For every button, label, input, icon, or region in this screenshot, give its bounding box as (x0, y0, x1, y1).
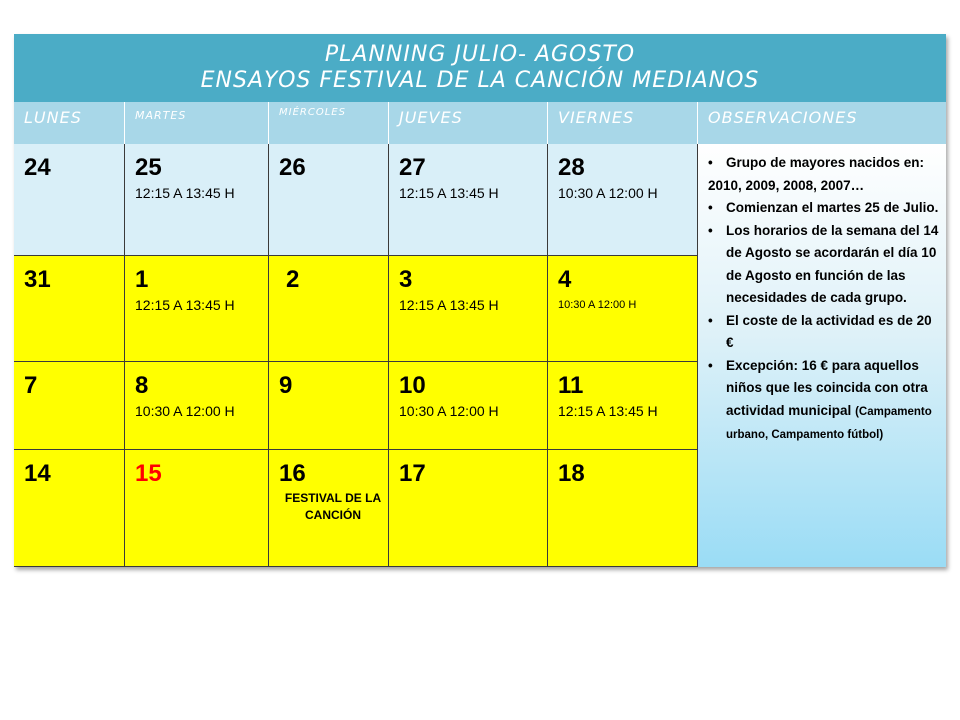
day-number: 27 (399, 154, 426, 181)
day-cell (14, 450, 125, 567)
bullet-icon: • (708, 200, 713, 215)
observation-text: Excepción: 16 € para aquellos niños que les coincida con otra actividad municipal (726, 357, 928, 418)
day-number: 4 (558, 266, 572, 293)
bullet-icon: • (708, 155, 713, 170)
day-number: 9 (279, 372, 293, 399)
day-number: 18 (558, 460, 585, 487)
day-cell (389, 450, 548, 567)
day-number-holiday: 15 (135, 460, 162, 487)
rehearsal-time: 12:15 A 13:45 H (399, 297, 499, 313)
header-row (14, 102, 946, 144)
rehearsal-time: 12:15 A 13:45 H (135, 297, 235, 313)
day-cell (548, 450, 698, 567)
observation-item (708, 152, 940, 175)
day-cell (14, 362, 125, 450)
day-cell (125, 256, 269, 362)
observation-item (708, 197, 940, 220)
title-bar (14, 34, 946, 102)
header-miercoles: MIÉRCOLES (269, 102, 389, 144)
day-cell (269, 450, 389, 567)
observation-years: 2010, 2009, 2008, 2007… (708, 177, 865, 193)
day-number: 7 (24, 372, 38, 399)
day-number: 25 (135, 154, 162, 181)
rehearsal-time: 12:15 A 13:45 H (399, 185, 499, 201)
observation-text: El coste de la actividad es de 20 € (726, 312, 932, 350)
day-cell (389, 362, 548, 450)
day-number: 1 (135, 266, 149, 293)
observations-panel (698, 144, 946, 567)
day-number: 11 (558, 372, 584, 399)
day-number: 28 (558, 154, 585, 181)
title-line-2: ENSAYOS FESTIVAL DE LA CANCIÓN MEDIANOS (200, 68, 760, 93)
observation-item (708, 220, 940, 310)
rehearsal-time: 12:15 A 13:45 H (558, 403, 658, 419)
header-lunes: LUNES (14, 102, 125, 144)
observation-text: Grupo de mayores nacidos en: (726, 155, 925, 170)
day-number: 2 (286, 266, 300, 293)
day-cell (14, 256, 125, 362)
day-cell (125, 450, 269, 567)
day-cell (389, 256, 548, 362)
day-number: 14 (24, 460, 51, 487)
day-number: 31 (24, 266, 51, 293)
day-number: 16 (279, 460, 306, 487)
day-number: 24 (24, 154, 51, 181)
observation-text: Los horarios de la semana del 14 de Agosto se acordarán el día 10 de Agosto en función de las necesidades de cada grupo. (726, 222, 939, 305)
day-cell (389, 144, 548, 256)
day-cell (125, 144, 269, 256)
schedule-table (14, 34, 946, 567)
rehearsal-time: 10:30 A 12:00 H (558, 185, 658, 201)
title-line-1: PLANNING JULIO- AGOSTO (324, 42, 636, 67)
day-cell (14, 144, 125, 256)
header-jueves: JUEVES (389, 102, 548, 144)
header-viernes: VIERNES (548, 102, 698, 144)
observation-item (708, 355, 940, 447)
rehearsal-time: 12:15 A 13:45 H (135, 185, 235, 201)
observation-text: Comienzan el martes 25 de Julio. (726, 200, 939, 215)
day-number: 8 (135, 372, 149, 399)
rehearsal-time: 10:30 A 12:00 H (399, 403, 499, 419)
day-cell (548, 256, 698, 362)
header-observaciones: OBSERVACIONES (708, 108, 858, 127)
day-cell (269, 144, 389, 256)
rehearsal-time: 10:30 A 12:00 H (135, 403, 235, 419)
day-number: 3 (399, 266, 413, 293)
day-cell (269, 256, 389, 362)
festival-event-label: FESTIVAL DE LA CANCIÓN (284, 491, 382, 522)
day-number: 26 (279, 154, 306, 181)
day-number: 17 (399, 460, 426, 487)
day-number: 10 (399, 372, 426, 399)
observation-item (708, 310, 940, 355)
day-cell (269, 362, 389, 450)
bullet-icon: • (708, 357, 713, 373)
bullet-icon: • (708, 222, 713, 238)
observation-note: (Campamento urbano, Campamento fútbol) (726, 405, 932, 441)
bullet-icon: • (708, 312, 713, 328)
rehearsal-time: 10:30 A 12:00 H (558, 299, 637, 311)
header-martes: MARTES (125, 102, 269, 144)
day-cell (125, 362, 269, 450)
day-cell (548, 144, 698, 256)
day-cell (548, 362, 698, 450)
